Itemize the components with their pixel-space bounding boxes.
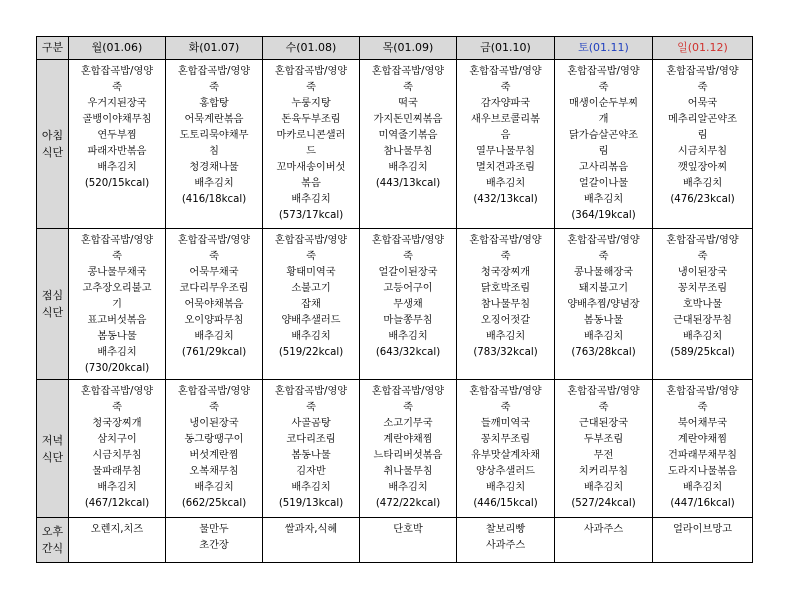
menu-item-line: 배추김치 [97,347,137,358]
menu-item-line: 혼합잡곡밥/영양 [469,386,542,397]
lunch-cell-sat [555,229,653,380]
menu-item-line: 도토리묵야채무 [179,130,249,141]
snack-row [37,518,753,563]
menu-item-line: 어묵계란볶음 [184,114,244,125]
menu-item-line: 혼합잡곡밥/영양 [274,235,348,246]
menu-item-line: 배추김치 [583,331,624,342]
menu-item-line: 혼합잡곡밥/영양 [274,386,348,397]
dinner-cell-fri [457,380,555,518]
lunch-cell-wed [263,229,360,380]
menu-item-line: 도라지나물볶음 [668,466,737,477]
breakfast-cell-tue [166,60,263,229]
menu-item-line: 죽 [112,251,122,262]
menu-item-line: (761/29kcal) [181,347,247,358]
breakfast-cell-wed [263,60,360,229]
menu-item-line: 가지돈민찌볶음 [373,114,443,125]
menu-item-line: 소불고기 [291,283,331,294]
menu-item-line: 표고버섯볶음 [87,315,147,326]
menu-item-line: 사골곰탕 [291,418,331,429]
row-label-line: 점심 [41,289,64,302]
menu-item-line: (730/20kcal) [84,363,150,374]
menu-item-line: 혼합잡곡밥/영양 [666,66,739,77]
menu-item-line: 건파래무채무침 [668,450,737,461]
dinner-cell-thu [360,380,457,518]
day-header-tue: 화(01.07) [166,37,263,60]
menu-item-line: 혼합잡곡밥/영양 [666,386,739,397]
menu-item-line: (467/12kcal) [84,498,150,509]
menu-item-line: 청국장찌개 [480,267,531,278]
menu-item-line: 혼합잡곡밥/영양 [666,235,739,246]
menu-item-line: 양배추샐러드 [281,315,341,326]
menu-item-line: 죽 [500,251,511,262]
row-label-line: 아침 [41,129,64,142]
menu-item-line: 혼합잡곡밥/영양 [371,66,445,77]
menu-item-line: (662/25kcal) [181,498,247,509]
menu-item-line: 메추리알곤약조 [668,114,737,125]
snack-cell-fri [457,518,555,563]
menu-item-line: 죽 [209,82,219,93]
menu-item-line: 냉이된장국 [189,418,239,429]
menu-item-line: 혼합잡곡밥/영양 [371,235,445,246]
menu-item-line: 혼합잡곡밥/영양 [567,235,640,246]
menu-item-line: 열무나물무침 [475,146,536,157]
menu-item-line: 혼합잡곡밥/영양 [80,235,154,246]
dinner-cell-wed [263,380,360,518]
menu-item-line: 혼합잡곡밥/영양 [567,386,640,397]
snack-cell-wed [263,518,360,563]
menu-item-line: 죽 [306,402,316,413]
menu-item-line: 죽 [598,402,609,413]
menu-item-line: 배추김치 [194,178,234,189]
row-label-line: 저녁 [41,433,64,447]
snack-cell-thu [360,518,457,563]
menu-item-line: 혼합잡곡밥/영양 [469,66,542,77]
menu-item-line: 배추김치 [291,331,331,342]
menu-item-line: (589/25kcal) [670,347,735,358]
menu-item-line: 참나물무침 [383,146,433,157]
menu-item-line: 죽 [403,82,413,93]
menu-item-line: 골뱅이야채무침 [82,114,152,125]
snack-cell-sat [555,518,653,563]
corner-header: 구분 [37,37,69,60]
menu-item-line: 개 [598,114,609,125]
menu-item-line: 볶음 [301,178,321,189]
breakfast-row [37,60,753,229]
menu-item-line: 침 [209,146,219,157]
menu-item-line: 취나물무침 [383,466,433,477]
menu-item-line: 배추김치 [583,194,624,205]
menu-item-line: 무전 [593,450,614,461]
menu-item-line: 돈육두부조림 [281,114,341,125]
menu-item-line: 멸치견과조림 [475,162,536,173]
menu-item-line: (763/28kcal) [571,347,636,358]
lunch-label [37,229,69,380]
menu-item-line: 음 [500,130,511,141]
menu-item-line: (519/22kcal) [278,347,344,358]
menu-item-line: 북어채무국 [677,418,728,429]
menu-item-line: 죽 [500,82,511,93]
menu-item-line: 초간장 [199,540,229,551]
menu-item-line: 깻잎장아찌 [677,162,728,173]
menu-item-line: 죽 [598,251,609,262]
day-header-thu: 목(01.09) [360,37,457,60]
menu-item-line: 홍합탕 [199,98,229,109]
lunch-cell-thu [360,229,457,380]
menu-item-line: 어묵야채볶음 [184,299,244,310]
menu-item-line: 사과주스 [485,540,526,551]
menu-item-line: 죽 [112,402,122,413]
menu-item-line: (443/13kcal) [375,178,441,189]
menu-item-line: 청경채나물 [189,162,239,173]
menu-item-line: 오렌지,치즈 [90,524,144,535]
dinner-row [37,380,753,518]
menu-item-line: (643/32kcal) [375,347,441,358]
menu-item-line: 계란야채찜 [677,434,728,445]
header-row [37,37,753,60]
menu-item-line: (447/16kcal) [670,498,735,509]
menu-item-line: 청국장찌개 [92,418,142,429]
menu-item-line: 우거지된장국 [87,98,147,109]
menu-item-line: 배추김치 [194,482,234,493]
menu-item-line: 누룽지탕 [291,98,331,109]
menu-item-line: 호박나물 [682,299,723,310]
menu-item-line: 고사리볶음 [578,162,629,173]
menu-item-line: 혼합잡곡밥/영양 [177,386,251,397]
snack-cell-tue [166,518,263,563]
row-label-line: 오후 [41,525,64,538]
menu-item-line: (416/18kcal) [181,194,247,205]
menu-item-line: 김자반 [296,466,326,477]
menu-item-line: 고등어구이 [383,283,433,294]
menu-item-line: 오이양파무침 [184,315,244,326]
dinner-cell-sun [653,380,753,518]
dinner-cell-tue [166,380,263,518]
menu-item-line: 마카로니콘샐러 [276,130,346,141]
day-header-fri: 금(01.10) [457,37,555,60]
menu-item-line: 죽 [112,82,122,93]
menu-item-line: 죽 [500,402,511,413]
day-header-mon: 월(01.06) [69,37,166,60]
breakfast-cell-mon [69,60,166,229]
menu-item-line: 시금치무침 [92,450,142,461]
menu-item-line: 배추김치 [485,482,526,493]
menu-item-line: 림 [598,146,609,157]
menu-item-line: 꽁치무조림 [480,434,531,445]
menu-item-line: (432/13kcal) [473,194,538,205]
menu-item-line: 봄동나물 [97,331,137,342]
menu-item-line: (573/17kcal) [278,210,344,221]
menu-item-line: 배추김치 [682,331,723,342]
menu-item-line: 감자양파국 [480,98,531,109]
menu-item-line: 콩나물해장국 [573,267,634,278]
menu-item-line: (527/24kcal) [571,498,636,509]
menu-item-line: 코다리무우조림 [179,283,249,294]
row-label-line: 식단 [41,306,64,319]
menu-item-line: 유부맛살계차채 [471,450,540,461]
menu-item-line: 배추김치 [97,482,137,493]
menu-item-line: 배추김치 [388,331,428,342]
menu-item-line: 배추김치 [682,482,723,493]
menu-item-line: 돼지불고기 [578,283,629,294]
lunch-row [37,229,753,380]
snack-label [37,518,69,563]
menu-item-line: 배추김치 [291,194,331,205]
menu-item-line: 새우브로콜리볶 [471,114,540,125]
menu-item-line: 배추김치 [682,178,723,189]
menu-item-line: 죽 [697,82,708,93]
row-label-line: 식단 [41,146,64,159]
menu-item-line: (446/15kcal) [473,498,538,509]
menu-item-line: 치커리무침 [578,466,629,477]
menu-item-line: 참나물무침 [480,299,531,310]
menu-item-line: 얼갈이된장국 [378,267,438,278]
menu-item-line: (476/23kcal) [670,194,735,205]
day-header-sat: 토(01.11) [555,37,653,60]
menu-item-line: 닭호박조림 [480,283,531,294]
menu-item-line: 단호박 [393,524,423,535]
weekly-meal-table [36,36,753,563]
menu-item-line: 사과주스 [583,524,624,535]
day-header-sun: 일(01.12) [653,37,753,60]
menu-item-line: 혼합잡곡밥/영양 [177,66,251,77]
menu-item-line: 떡국 [398,98,418,109]
dinner-cell-mon [69,380,166,518]
menu-item-line: 잡채 [301,299,321,310]
menu-item-line: 미역줄기볶음 [378,130,438,141]
menu-item-line: 죽 [209,402,219,413]
menu-item-line: (783/32kcal) [473,347,538,358]
menu-item-line: 양상추샐러드 [475,466,536,477]
lunch-cell-tue [166,229,263,380]
menu-item-line: 매생이순두부찌 [569,98,638,109]
menu-item-line: 죽 [598,82,609,93]
menu-item-line: 버섯계란찜 [189,450,239,461]
menu-item-line: 혼합잡곡밥/영양 [80,66,154,77]
lunch-cell-mon [69,229,166,380]
menu-item-line: 쌀과자,식혜 [284,524,338,535]
menu-item-line: 죽 [209,251,219,262]
menu-item-line: (519/13kcal) [278,498,344,509]
menu-item-line: 혼합잡곡밥/영양 [274,66,348,77]
menu-item-line: 봄동나물 [583,315,624,326]
menu-item-line: 혼합잡곡밥/영양 [567,66,640,77]
menu-item-line: 콩나물무채국 [87,267,147,278]
menu-item-line: 배추김치 [97,162,137,173]
breakfast-label [37,60,69,229]
breakfast-cell-sat [555,60,653,229]
menu-item-line: 계란야채찜 [383,434,433,445]
menu-item-line: 림 [697,130,708,141]
menu-item-line: 닭가슴살곤약조 [569,130,638,141]
menu-item-line: 연두부찜 [97,130,137,141]
menu-item-line: 들깨미역국 [480,418,531,429]
row-label-line: 간식 [41,542,64,555]
menu-item-line: 꽁치무조림 [677,283,728,294]
menu-item-line: 죽 [697,251,708,262]
menu-item-line: 배추김치 [388,162,428,173]
menu-item-line: 기 [112,299,122,310]
menu-item-line: 마늘쫑무침 [383,315,433,326]
menu-item-line: 소고기무국 [383,418,433,429]
menu-item-line: 죽 [697,402,708,413]
menu-item-line: 찰보리빵 [485,524,526,535]
menu-item-line: (520/15kcal) [84,178,150,189]
menu-item-line: 파래자반볶음 [87,146,147,157]
menu-item-line: 얼갈이나물 [578,178,629,189]
menu-item-line: 황태미역국 [286,267,336,278]
menu-item-line: 근대된장국 [578,418,629,429]
menu-item-line: 혼합잡곡밥/영양 [371,386,445,397]
snack-cell-sun [653,518,753,563]
menu-item-line: 물파래무침 [92,466,142,477]
menu-item-line: 두부조림 [583,434,624,445]
menu-item-line: 오징어젓갈 [480,315,531,326]
menu-item-line: 드 [306,146,316,157]
menu-item-line: 배추김치 [583,482,624,493]
menu-item-line: (364/19kcal) [571,210,636,221]
menu-item-line: 느타리버섯볶음 [373,450,443,461]
menu-item-line: 혼합잡곡밥/영양 [177,235,251,246]
menu-item-line: 냉이된장국 [677,267,728,278]
menu-item-line: 죽 [306,82,316,93]
lunch-cell-sun [653,229,753,380]
menu-item-line: 배추김치 [291,482,331,493]
menu-item-line: 삼치구이 [97,434,137,445]
menu-item-line: 어묵무채국 [189,267,239,278]
menu-item-line: 코다리조림 [286,434,336,445]
breakfast-cell-thu [360,60,457,229]
menu-item-line: 무생채 [393,299,423,310]
menu-item-line: (472/22kcal) [375,498,441,509]
menu-item-line: 근대된장무침 [672,315,733,326]
menu-item-line: 죽 [306,251,316,262]
day-header-wed: 수(01.08) [263,37,360,60]
menu-item-line: 배추김치 [485,331,526,342]
menu-item-line: 봄동나물 [291,450,331,461]
dinner-cell-sat [555,380,653,518]
dinner-label [37,380,69,518]
menu-item-line: 얼라이브망고 [672,524,733,535]
menu-item-line: 혼합잡곡밥/영양 [469,235,542,246]
menu-item-line: 양배추찜/양념장 [567,299,640,310]
menu-item-line: 시금치무침 [677,146,728,157]
menu-item-line: 꼬마새송이버섯 [276,162,346,173]
menu-item-line: 고추장오리불고 [82,283,152,294]
menu-item-line: 오복채무침 [189,466,239,477]
menu-item-line: 배추김치 [194,331,234,342]
menu-item-line: 어묵국 [687,98,718,109]
menu-item-line: 죽 [403,251,413,262]
menu-item-line: 배추김치 [485,178,526,189]
lunch-cell-fri [457,229,555,380]
menu-item-line: 죽 [403,402,413,413]
menu-item-line: 혼합잡곡밥/영양 [80,386,154,397]
snack-cell-mon [69,518,166,563]
menu-item-line: 물만두 [199,524,229,535]
breakfast-cell-sun [653,60,753,229]
menu-item-line: 배추김치 [388,482,428,493]
row-label-line: 식단 [41,450,64,464]
breakfast-cell-fri [457,60,555,229]
menu-item-line: 동그랑땡구이 [184,434,244,445]
